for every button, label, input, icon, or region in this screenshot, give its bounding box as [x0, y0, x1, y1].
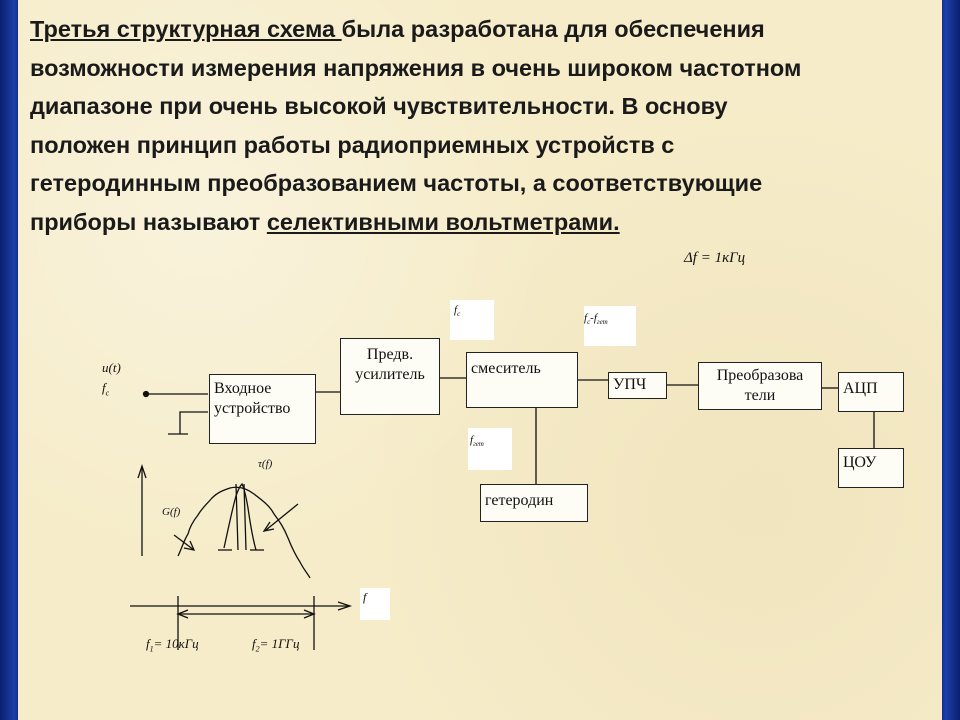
f1-label: $f_1= 10кГц$ [146, 636, 199, 654]
g-label: G(f) [162, 506, 181, 518]
fc-fget-label: $f_c-f_{гет}$ [584, 312, 608, 327]
fget-label: $f_{гет}$ [470, 434, 484, 449]
f-axis-label: f [363, 590, 367, 604]
fc-label: $f_c$ [454, 304, 461, 319]
block-input-device: Входное устройство [209, 374, 316, 444]
input-freq-label: $f_c$ [102, 380, 110, 398]
bandwidth-formula: Δf = 1кГц [684, 250, 746, 266]
tau-filter-curve [224, 484, 256, 550]
block-converters: Преобразова тели [698, 362, 822, 410]
tau-label: τ(f) [258, 458, 273, 470]
block-heterodyne: гетеродин [480, 484, 588, 522]
paragraph-title: Третья структурная схема [30, 16, 342, 42]
f2-label: $f_2= 1ГГц$ [252, 636, 300, 654]
input-terminal [144, 392, 149, 397]
slide [18, 0, 942, 720]
block-preamplifier: Предв. усилитель [340, 338, 440, 415]
block-upch: УПЧ [608, 372, 667, 399]
input-signal-label: u(t) [102, 360, 121, 375]
block-cou: ЦОУ [838, 448, 904, 488]
ground-wire [180, 412, 208, 434]
block-adc: АЦП [838, 372, 904, 412]
paragraph-term: селективными вольтметрами. [266, 208, 620, 235]
block-mixer: смеситель [466, 352, 578, 408]
paragraph-body: была разработана для обеспечения возможности измерения напряжения в очень широком частотном диапазоне при очень высокой чувствительности. В основу положен принцип работы радиоприемных устройств с гетеродинным преобразованием частоты, а соответствующие приборы называют [30, 16, 802, 235]
